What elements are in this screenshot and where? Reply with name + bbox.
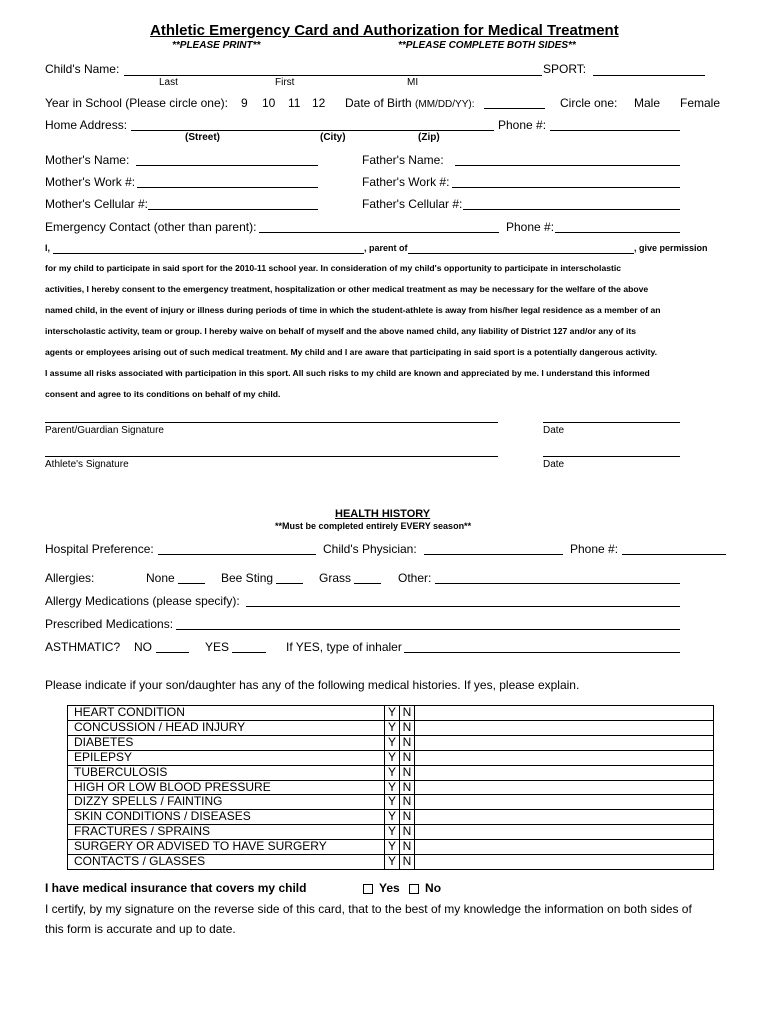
mothers-work-label: Mother's Work #: <box>45 175 136 189</box>
condition-yes-option[interactable]: Y <box>385 780 400 795</box>
condition-yes-option[interactable]: Y <box>385 765 400 780</box>
condition-name: HEART CONDITION <box>68 706 385 721</box>
asthmatic-no-field[interactable] <box>156 652 189 653</box>
condition-no-option[interactable]: N <box>400 735 415 750</box>
please-print-note: **PLEASE PRINT** <box>172 40 261 51</box>
condition-name: SKIN CONDITIONS / DISEASES <box>68 810 385 825</box>
parent-signature-caption: Parent/Guardian Signature <box>45 425 164 436</box>
physician-field[interactable] <box>424 554 563 555</box>
insurance-yes-checkbox[interactable] <box>363 884 373 894</box>
condition-explanation-field[interactable] <box>415 706 714 721</box>
gender-option-female[interactable]: Female <box>680 96 721 110</box>
condition-name: CONCUSSION / HEAD INJURY <box>68 720 385 735</box>
athlete-date-field[interactable] <box>543 456 680 457</box>
medical-history-row <box>68 765 714 780</box>
home-address-label: Home Address: <box>45 118 128 132</box>
asthmatic-yes-field[interactable] <box>232 652 266 653</box>
allergy-grass-label: Grass <box>319 571 352 585</box>
city-caption: (City) <box>320 132 346 143</box>
medical-history-row <box>68 810 714 825</box>
home-phone-label: Phone #: <box>498 118 547 132</box>
condition-yes-option[interactable]: Y <box>385 735 400 750</box>
emergency-contact-label: Emergency Contact (other than parent): <box>45 220 257 234</box>
gender-option-male[interactable]: Male <box>634 96 661 110</box>
condition-yes-option[interactable]: Y <box>385 750 400 765</box>
mothers-name-label: Mother's Name: <box>45 153 130 167</box>
parent-date-field[interactable] <box>543 422 680 423</box>
certification-line-1: I certify, by my signature on the reverse side of this card, that to the best of my knowledge the information on both sides of <box>45 902 692 916</box>
condition-no-option[interactable]: N <box>400 780 415 795</box>
medical-history-row <box>68 750 714 765</box>
year-option-11[interactable]: 11 <box>288 96 301 110</box>
allergy-meds-field[interactable] <box>246 606 680 607</box>
medical-history-row <box>68 720 714 735</box>
health-history-subtitle: **Must be completed entirely EVERY season** <box>275 521 472 531</box>
hospital-field[interactable] <box>158 554 316 555</box>
dob-label: Date of Birth (MM/DD/YY): <box>345 96 475 110</box>
allergy-bee-sting-label: Bee Sting <box>221 571 274 585</box>
insurance-label: I have medical insurance that covers my child <box>45 881 307 895</box>
home-phone-field[interactable] <box>550 130 680 131</box>
sport-field[interactable] <box>593 75 705 76</box>
parent-signature-field[interactable] <box>45 422 498 423</box>
condition-explanation-field[interactable] <box>415 825 714 840</box>
consent-paragraph <box>45 258 725 405</box>
medical-history-row <box>68 735 714 750</box>
street-caption: (Street) <box>185 132 221 143</box>
condition-name: HIGH OR LOW BLOOD PRESSURE <box>68 780 385 795</box>
fathers-name-field[interactable] <box>455 165 680 166</box>
insurance-no-label: No <box>425 881 442 895</box>
consent-parent-name-field[interactable] <box>53 253 364 254</box>
fathers-cell-label: Father's Cellular #: <box>362 197 463 211</box>
hospital-label: Hospital Preference: <box>45 542 154 556</box>
consent-give-permission: , give permission <box>634 243 708 253</box>
allergy-none-label: None <box>146 571 175 585</box>
complete-both-sides-note: **PLEASE COMPLETE BOTH SIDES** <box>398 40 576 51</box>
childs-name-field[interactable] <box>124 75 542 76</box>
medical-history-table <box>67 705 714 870</box>
consent-line: named child, in the event of injury or illness during periods of time in which the student-athlete is away from his/her legal residence as a member of an <box>45 305 661 315</box>
physician-phone-label: Phone #: <box>570 542 619 556</box>
consent-line: consent and agree to its conditions on behalf of my child. <box>45 389 281 399</box>
last-caption: Last <box>159 77 178 88</box>
condition-name: FRACTURES / SPRAINS <box>68 825 385 840</box>
allergy-grass-field[interactable] <box>354 583 381 584</box>
medical-history-row <box>68 855 714 870</box>
emergency-phone-field[interactable] <box>555 232 680 233</box>
condition-no-option[interactable]: N <box>400 825 415 840</box>
medical-history-row <box>68 780 714 795</box>
certification-line-2: this form is accurate and up to date. <box>45 922 236 936</box>
condition-explanation-field[interactable] <box>415 765 714 780</box>
circle-one-label: Circle one: <box>560 96 618 110</box>
allergy-other-field[interactable] <box>435 583 680 584</box>
fathers-work-field[interactable] <box>452 187 680 188</box>
condition-name: SURGERY OR ADVISED TO HAVE SURGERY <box>68 840 385 855</box>
consent-line: I assume all risks associated with participation in this sport. All such risks to my child are known and appreciated by me. I understand this informed <box>45 368 650 378</box>
consent-child-name-field[interactable] <box>408 253 634 254</box>
physician-label: Child's Physician: <box>323 542 417 556</box>
year-option-12[interactable]: 12 <box>312 96 326 110</box>
condition-no-option[interactable]: N <box>400 765 415 780</box>
condition-no-option[interactable]: N <box>400 750 415 765</box>
mothers-cell-label: Mother's Cellular #: <box>45 197 148 211</box>
condition-no-option[interactable]: N <box>400 795 415 810</box>
athlete-date-caption: Date <box>543 459 565 470</box>
year-option-9[interactable]: 9 <box>241 96 248 110</box>
condition-explanation-field[interactable] <box>415 735 714 750</box>
consent-line: agents or employees arising out of such medical treatment. My child and I are aware that participating in said sport is a potentially dangerous activity. <box>45 347 658 357</box>
allergy-none-field[interactable] <box>178 583 205 584</box>
condition-name: DIABETES <box>68 735 385 750</box>
medical-history-row <box>68 706 714 721</box>
condition-name: CONTACTS / GLASSES <box>68 855 385 870</box>
year-in-school-label: Year in School (Please circle one): <box>45 96 228 110</box>
prescribed-meds-label: Prescribed Medications: <box>45 617 174 631</box>
fathers-cell-field[interactable] <box>463 209 680 210</box>
zip-caption: (Zip) <box>418 132 440 143</box>
first-caption: First <box>275 77 295 88</box>
asthmatic-no-label: NO <box>134 640 152 654</box>
medical-history-row <box>68 795 714 810</box>
medical-history-instructions: Please indicate if your son/daughter has any of the following medical histories. If yes, please explain. <box>45 678 580 692</box>
athlete-signature-field[interactable] <box>45 456 498 457</box>
consent-i: I, <box>45 243 51 253</box>
condition-explanation-field[interactable] <box>415 720 714 735</box>
mothers-work-field[interactable] <box>137 187 318 188</box>
condition-explanation-field[interactable] <box>415 795 714 810</box>
condition-explanation-field[interactable] <box>415 750 714 765</box>
allergy-bee-sting-field[interactable] <box>276 583 303 584</box>
dob-field[interactable] <box>484 108 545 109</box>
home-address-field[interactable] <box>131 130 494 131</box>
condition-no-option[interactable]: N <box>400 810 415 825</box>
consent-line: activities, I hereby consent to the emergency treatment, hospitalization or other medical treatment as may be necessary for the welfare of the above <box>45 284 649 294</box>
emergency-contact-field[interactable] <box>259 232 499 233</box>
physician-phone-field[interactable] <box>622 554 726 555</box>
consent-parent-of: , parent of <box>364 243 408 253</box>
health-history-title: HEALTH HISTORY <box>335 508 431 520</box>
condition-name: DIZZY SPELLS / FAINTING <box>68 795 385 810</box>
consent-line: for my child to participate in said sport for the 2010-11 school year. In consideration of my child's opportunity to participate in interscholastic <box>45 263 622 273</box>
asthmatic-yes-label: YES <box>205 640 230 654</box>
condition-yes-option[interactable]: Y <box>385 825 400 840</box>
mothers-cell-field[interactable] <box>148 209 318 210</box>
condition-name: EPILEPSY <box>68 750 385 765</box>
year-option-10[interactable]: 10 <box>262 96 276 110</box>
fathers-name-label: Father's Name: <box>362 153 444 167</box>
condition-no-option[interactable]: N <box>400 720 415 735</box>
emergency-phone-label: Phone #: <box>506 220 555 234</box>
condition-explanation-field[interactable] <box>415 855 714 870</box>
sport-label: SPORT: <box>543 62 587 76</box>
insurance-no-checkbox[interactable] <box>409 884 419 894</box>
childs-name-label: Child's Name: <box>45 62 120 76</box>
mi-caption: MI <box>407 77 419 88</box>
prescribed-meds-field[interactable] <box>176 629 680 630</box>
condition-no-option[interactable]: N <box>400 706 415 721</box>
condition-no-option[interactable]: N <box>400 855 415 870</box>
condition-explanation-field[interactable] <box>415 780 714 795</box>
asthmatic-label: ASTHMATIC? <box>45 640 121 654</box>
form-title: Athletic Emergency Card and Authorization for Medical Treatment <box>150 22 619 39</box>
consent-line: interscholastic activity, team or group. I hereby waive on behalf of myself and the above named child, any liability of District 127 and/or any of its <box>45 326 637 336</box>
mothers-name-field[interactable] <box>136 165 318 166</box>
inhaler-field[interactable] <box>404 652 680 653</box>
inhaler-label: If YES, type of inhaler <box>286 640 402 654</box>
condition-yes-option[interactable]: Y <box>385 810 400 825</box>
condition-name: TUBERCULOSIS <box>68 765 385 780</box>
insurance-options <box>363 881 441 895</box>
allergy-other-label: Other: <box>398 571 432 585</box>
fathers-work-label: Father's Work #: <box>362 175 450 189</box>
condition-yes-option[interactable]: Y <box>385 840 400 855</box>
condition-yes-option[interactable]: Y <box>385 855 400 870</box>
allergy-meds-label: Allergy Medications (please specify): <box>45 594 240 608</box>
condition-yes-option[interactable]: Y <box>385 720 400 735</box>
condition-no-option[interactable]: N <box>400 840 415 855</box>
medical-history-row <box>68 825 714 840</box>
condition-yes-option[interactable]: Y <box>385 706 400 721</box>
medical-history-row <box>68 840 714 855</box>
condition-explanation-field[interactable] <box>415 810 714 825</box>
insurance-yes-label: Yes <box>379 881 400 895</box>
athlete-signature-caption: Athlete's Signature <box>45 459 129 470</box>
condition-yes-option[interactable]: Y <box>385 795 400 810</box>
parent-date-caption: Date <box>543 425 565 436</box>
condition-explanation-field[interactable] <box>415 840 714 855</box>
allergies-label: Allergies: <box>45 571 95 585</box>
